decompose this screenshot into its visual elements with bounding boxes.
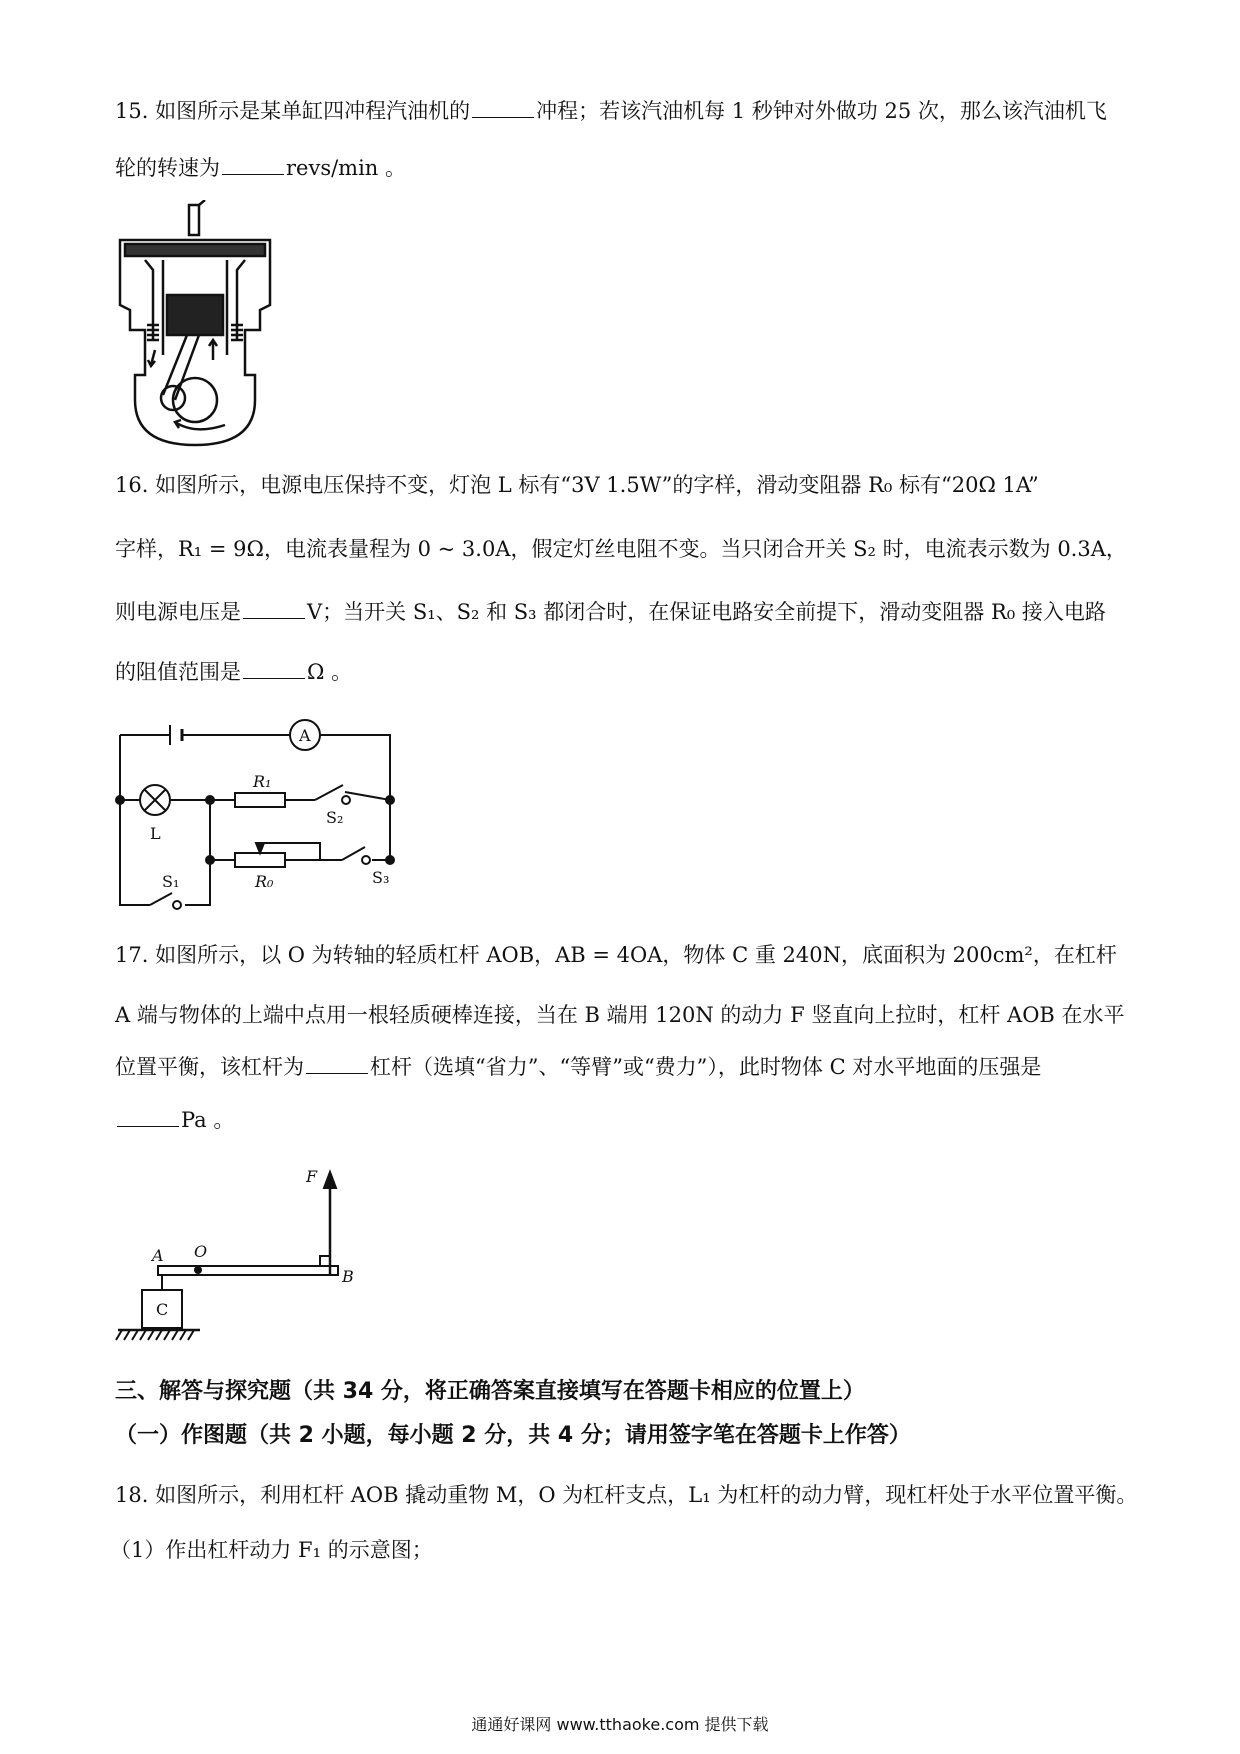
q18-part-1: （1）作出杠杆动力 F₁ 的示意图； xyxy=(110,1538,433,1562)
q17-line-3: 位置平衡，该杠杆为 杠杆（选填“省力”、“等臂”或“费力”），此时物体 C 对水平地面的压强是 xyxy=(115,1055,1042,1079)
object-c-label: C xyxy=(156,1300,169,1319)
circuit-diagram xyxy=(110,715,400,915)
answer-blank xyxy=(243,598,305,619)
r1-label: R₁ xyxy=(253,772,272,791)
r0-label: R₀ xyxy=(255,872,274,891)
page-footer: 通通好课网 www.tthaoke.com 提供下载 xyxy=(471,1715,769,1734)
q16-line-2: 字样，R₁ = 9Ω，电流表量程为 0 ~ 3.0A，假定灯丝电阻不变。当只闭合开关 S₂ 时，电流表示数为 0.3A， xyxy=(115,537,1127,561)
q18-line-1: 18. 如图所示，利用杠杆 AOB 撬动重物 M，O 为杠杆支点，L₁ 为杠杆的动力臂，现杠杆处于水平位置平衡。 xyxy=(115,1483,1138,1507)
q16-line-4: 的阻值范围是 Ω 。 xyxy=(115,660,353,684)
q15-line-1: 15. 如图所示是某单缸四冲程汽油机的 冲程；若该汽油机每 1 秒钟对外做功 25 次，那么该汽油机飞 xyxy=(115,99,1107,123)
answer-blank xyxy=(306,1053,368,1074)
s1-label: S₁ xyxy=(162,872,180,891)
force-label: F xyxy=(306,1167,318,1186)
point-b-label: B xyxy=(342,1267,354,1286)
q15-line-2: 轮的转速为 revs/min 。 xyxy=(115,156,407,180)
q17-line-1: 17. 如图所示，以 O 为转轴的轻质杠杆 AOB，AB = 4OA，物体 C 重 240N，底面积为 200cm²，在杠杆 xyxy=(115,943,1117,967)
q17-line-4: Pa 。 xyxy=(115,1105,1130,1135)
section-title: 三、解答与探究题（共 34 分，将正确答案直接填写在答题卡相应的位置上） xyxy=(115,1379,865,1404)
answer-blank xyxy=(117,1106,179,1127)
q16-line-3: 则电源电压是 V；当开关 S₁、S₂ 和 S₃ 都闭合时，在保证电路安全前提下，滑动变阻器 R₀ 接入电路 xyxy=(115,600,1106,624)
lamp-label: L xyxy=(150,824,161,843)
s3-label: S₃ xyxy=(372,868,390,887)
point-a-label: A xyxy=(152,1246,164,1265)
s2-label: S₂ xyxy=(326,808,344,827)
q17-line-2: A 端与物体的上端中点用一根轻质硬棒连接，当在 B 端用 120N 的动力 F 竖直向上拉时，杠杆 AOB 在水平 xyxy=(115,1003,1125,1027)
q16-line-1: 16. 如图所示，电源电压保持不变，灯泡 L 标有“3V 1.5W”的字样，滑动变阻器 R₀ 标有“20Ω 1A” xyxy=(115,473,1039,497)
answer-blank xyxy=(472,97,534,118)
answer-blank xyxy=(222,154,284,175)
r1-resistor xyxy=(235,793,285,807)
ammeter-label: A xyxy=(299,726,311,745)
engine-cylinder-figure xyxy=(115,200,275,450)
lever-figure xyxy=(110,1160,370,1350)
answer-blank xyxy=(243,658,305,679)
section-subtitle: （一）作图题（共 2 小题，每小题 2 分，共 4 分；请用签字笔在答题卡上作答） xyxy=(115,1423,911,1448)
point-o-label: O xyxy=(194,1242,208,1261)
